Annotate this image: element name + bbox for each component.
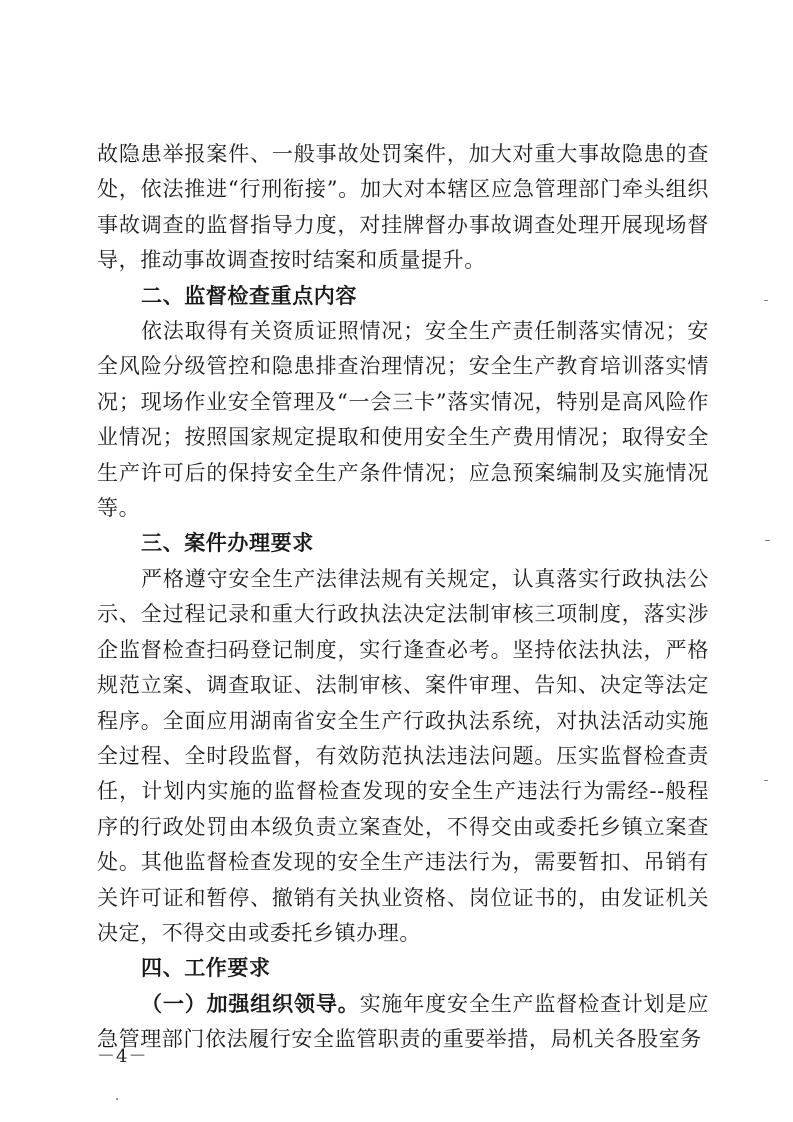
page-number: －4－ <box>97 1046 148 1067</box>
section-heading-case-handling: 三、案件办理要求 <box>141 531 314 556</box>
paragraph-accident-cases: 故隐患举报案件、一般事故处罚案件，加大对重大事故隐患的查处，依法推进“行刑衔接”。加大对本辖区应急管理部门牵头组织事故调查的监督指导力度，对挂牌督办事故调查处理开展现场督导，推动事故调查按时结案和质量提升。 <box>97 142 709 273</box>
paragraph-inspection-focus: 依法取得有关资质证照情况；安全生产责任制落实情况；安全风险分级管控和隐患排查治理情况；安全生产教育培训落实情况；现场作业安全管理及“一会三卡”落实情况，特别是高风险作业情况；按照国家规定提取和使用安全生产费用情况；取得安全生产许可后的保持安全生产条件情况；应急预案编制及实施情况等。 <box>97 319 709 521</box>
section-heading-inspection-focus: 二、监督检查重点内容 <box>141 283 357 308</box>
scan-speck <box>765 540 770 541</box>
document-body <box>97 137 709 1058</box>
paragraph-case-handling: 严格遵守安全生产法律法规有关规定，认真落实行政执法公示、全过程记录和重大行政执法决定法制审核三项制度，落实涉企监督检查扫码登记制度，实行逢查必考。坚持依法执法，严格规范立案、调查取证、法制审核、案件审理、告知、决定等法定程序。全面应用湖南省安全生产行政执法系统，对执法活动实施全过程、全时段监督，有效防范执法违法问题。压实监督检查责任，计划内实施的监督检查发现的安全生产违法行为需经--般程序的行政处罚由本级负责立案查处，不得交由或委托乡镇立案查处。其他监督检查发现的安全生产违法行为，需要暂扣、吊销有关许可证和暂停、撤销有关执业资格、岗位证书的，由发证机关决定，不得交由或委托乡镇办理。 <box>97 566 709 945</box>
scan-speck <box>764 300 768 301</box>
scan-speck <box>116 1098 118 1100</box>
subparagraph-organization-leadership-text: 实施年度安全生产监督检查计划是应急管理部门依法履行安全监管职责的重要举措，局机关各股室务 <box>97 991 709 1052</box>
paragraph-organization-leadership <box>97 987 709 1058</box>
subheading-organization-leadership: （一）加强组织领导。 <box>141 991 360 1016</box>
scan-speck <box>764 780 768 781</box>
section-heading-work-requirements: 四、工作要求 <box>141 956 271 981</box>
